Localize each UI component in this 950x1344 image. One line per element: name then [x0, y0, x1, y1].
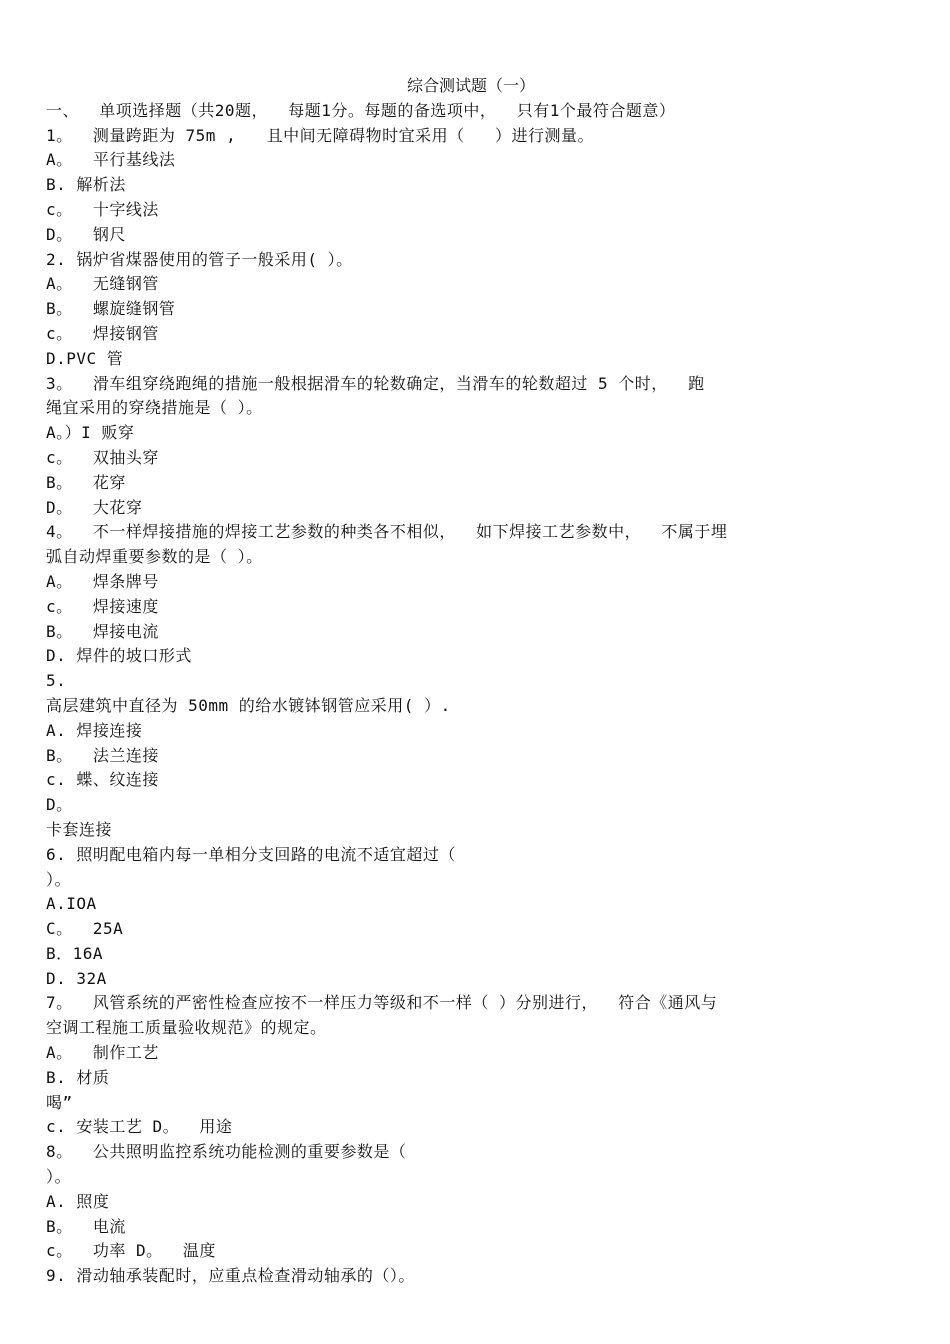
text-line: D。 大花穿 [46, 497, 143, 517]
text-line: B．16A [46, 943, 104, 963]
text-line: 1。 测量跨距为 75m , 且中间无障碍物时宜采用（ ）进行测量。 [46, 125, 594, 145]
text-line: D. 焊件的坡口形式 [46, 646, 192, 666]
text-line: 6. 照明配电箱内每一单相分支回路的电流不适宜超过（ [46, 844, 456, 864]
text-line: D.PVC 管 [46, 348, 124, 368]
text-line: c。 双抽头穿 [46, 447, 159, 467]
document-title: 综合测试题（一） [406, 76, 535, 95]
text-line: A。 制作工艺 [46, 1043, 159, 1063]
text-line: 弧自动焊重要参数的是（ ）。 [46, 547, 263, 567]
text-line: 3。 滑车组穿绕跑绳的措施一般根据滑车的轮数确定，当滑车的轮数超过 5 个时， 跑 [46, 373, 705, 393]
text-line: B。 焊接电流 [46, 621, 159, 641]
text-line: A.IOA [46, 894, 97, 914]
text-line: ）。 [46, 869, 72, 889]
text-line: B. 材质 [46, 1067, 110, 1087]
text-line: D。 [46, 795, 73, 815]
text-line: c. 安装工艺 D。 用途 [46, 1117, 233, 1137]
text-line: c。 功率 D。 温度 [46, 1241, 216, 1261]
text-line: 8。 公共照明监控系统功能检测的重要参数是（ [46, 1142, 407, 1162]
text-line: ）。 [46, 1167, 72, 1187]
document-page [46, 74, 806, 1289]
text-line: c。 焊接钢管 [46, 323, 159, 343]
text-line: A。 焊条牌号 [46, 571, 159, 591]
text-line: 2. 锅炉省煤器使用的管子一般采用( ）。 [46, 249, 353, 269]
section-heading: 一、 单项选择题（共20题， 每题1分。每题的备选项中， 只有1个最符合题意） [46, 100, 676, 120]
text-line: c. 蝶、纹连接 [46, 770, 159, 790]
text-line: 空调工程施工质量验收规范》的规定。 [46, 1018, 327, 1038]
text-line: A。）I 贩穿 [46, 423, 135, 443]
text-line: 卡套连接 [46, 819, 113, 839]
text-line: 绳宜采用的穿绕措施是（ ）。 [46, 398, 263, 418]
text-line: B。 法兰连接 [46, 745, 159, 765]
text-line: 喝” [46, 1092, 73, 1112]
text-line: c。 焊接速度 [46, 596, 159, 616]
text-line: A。 平行基线法 [46, 150, 176, 170]
text-line: C。 25A [46, 919, 124, 939]
text-line: 5. [46, 671, 67, 691]
text-line: A. 焊接连接 [46, 720, 143, 740]
text-line: 高层建筑中直径为 50mm 的给水镀钵钢管应采用( ）. [46, 695, 451, 715]
question-list [46, 124, 806, 1289]
text-line: c。 十字线法 [46, 199, 159, 219]
text-line: D. 32A [46, 968, 107, 988]
text-line: A。 无缝钢管 [46, 274, 159, 294]
text-line: 9. 滑动轴承装配时，应重点检查滑动轴承的（）。 [46, 1266, 415, 1286]
text-line: 7。 风管系统的严密性检查应按不一样压力等级和不一样（ ）分别进行， 符合《通风与 [46, 993, 718, 1013]
text-line: B。 花穿 [46, 472, 126, 492]
text-line: B。 电流 [46, 1216, 126, 1236]
text-line: D。 钢尺 [46, 224, 126, 244]
text-line: B. 解析法 [46, 175, 126, 195]
text-line: 4。 不一样焊接措施的焊接工艺参数的种类各不相似， 如下焊接工艺参数中， 不属于埋 [46, 522, 728, 542]
text-line: B。 螺旋缝钢管 [46, 299, 176, 319]
text-line: A. 照度 [46, 1191, 110, 1211]
